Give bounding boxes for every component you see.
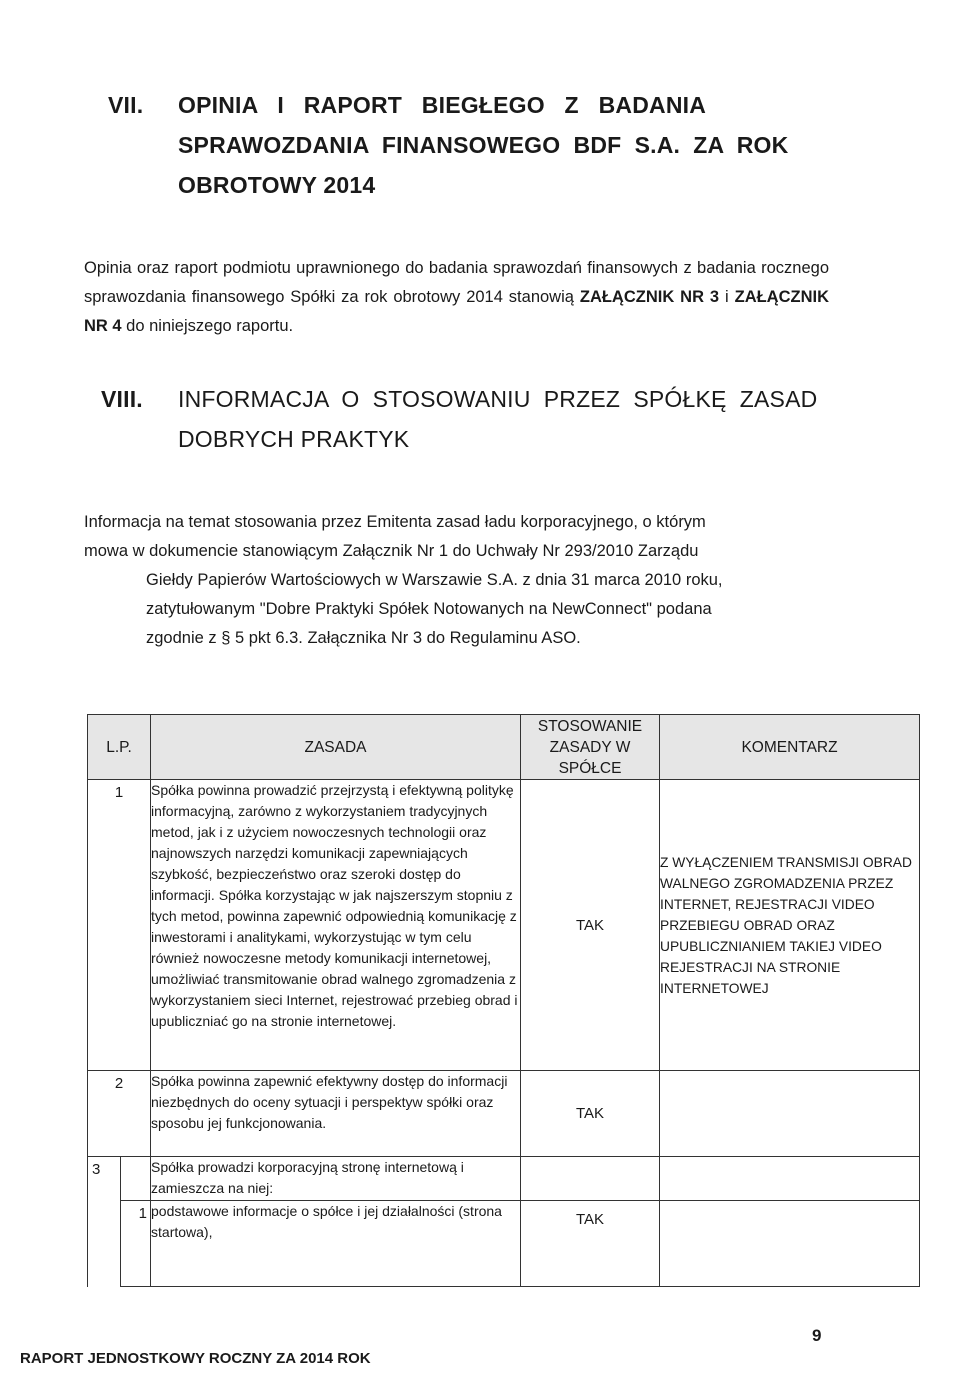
section-8-para-line-3: Giełdy Papierów Wartościowych w Warszawie S.A. z dnia 31 marca 2010 roku, (146, 571, 723, 589)
row-number: 2 (88, 1071, 151, 1157)
section-7-para-text-3: do niniejszego raportu. (121, 317, 294, 335)
attachment-4-label: ZAŁĄCZNIK NR 4 (84, 288, 830, 335)
section-7-title-line-1: OPINIA I RAPORT BIEGŁEGO Z BADANIA (178, 92, 707, 118)
section-7-paragraph (84, 254, 829, 341)
section-7-title-line-3: OBROTOWY 2014 (178, 172, 376, 198)
good-practices-table (87, 714, 920, 1287)
row-status (521, 1157, 660, 1201)
table-row (88, 1071, 920, 1157)
row-number: 1 (88, 780, 151, 1071)
header-komentarz: KOMENTARZ (660, 715, 920, 780)
row-status: TAK (521, 780, 660, 1071)
section-8-heading (101, 386, 841, 466)
row-principle: Spółka prowadzi korporacyjną stronę internetową i zamieszcza na niej: (151, 1157, 521, 1201)
row-principle: podstawowe informacje o spółce i jej działalności (strona startowa), (151, 1201, 521, 1287)
header-lp: L.P. (88, 715, 151, 780)
section-7-para-text-2: i (719, 288, 735, 306)
header-stosowanie: STOSOWANIE ZASADY W SPÓŁCE (521, 715, 660, 780)
section-7-number: VII. (108, 92, 144, 118)
section-7-para-text-1: Opinia oraz raport podmiotu uprawnionego do badania sprawozdań finansowych z badania rocznego sprawozdania finansowego Spółki za rok obrotowy 2014 stanowią (84, 259, 829, 306)
row-sub-number-empty (121, 1157, 151, 1201)
section-8-para-line-5: zgodnie z § 5 pkt 6.3. Załącznika Nr 3 do Regulaminu ASO. (146, 629, 581, 647)
section-8-number: VIII. (101, 386, 143, 412)
row-status: TAK (521, 1071, 660, 1157)
section-8-para-line-2: mowa w dokumencie stanowiącym Załącznik Nr 1 do Uchwały Nr 293/2010 Zarządu (84, 542, 699, 560)
table-row (88, 780, 920, 1071)
table-row (88, 1201, 920, 1287)
row-principle: Spółka powinna zapewnić efektywny dostęp do informacji niezbędnych do oceny sytuacji i perspektyw spółki oraz sposobu jej funkcjonowania. (151, 1071, 521, 1157)
section-8-para-line-4: zatytułowanym "Dobre Praktyki Spółek Notowanych na NewConnect" podana (146, 600, 712, 618)
section-8-title-line-1: INFORMACJA O STOSOWANIU PRZEZ SPÓŁKĘ ZASAD (178, 386, 818, 412)
header-zasada: ZASADA (151, 715, 521, 780)
table-row (88, 1157, 920, 1201)
row-comment (660, 1071, 920, 1157)
row-comment: Z WYŁĄCZENIEM TRANSMISJI OBRAD WALNEGO ZGROMADZENIA PRZEZ INTERNET, REJESTRACJI VIDEO PRZEBIEGU OBRAD ORAZ UPUBLICZNIANIEM TAKIEJ VIDEO REJESTRACJI NA STRONIE INTERNETOWEJ (660, 780, 920, 1071)
row-sub-number: 1 (121, 1201, 151, 1287)
row-status: TAK (521, 1201, 660, 1287)
section-8-paragraph (84, 508, 834, 653)
section-8-title-line-2: DOBRYCH PRAKTYK (178, 426, 410, 452)
row-comment (660, 1201, 920, 1287)
table-header-row (88, 715, 920, 780)
page-number: 9 (812, 1326, 822, 1345)
attachment-3-label: ZAŁĄCZNIK NR 3 (579, 288, 720, 306)
row-number: 3 (88, 1157, 121, 1287)
section-7-title-line-2: SPRAWOZDANIA FINANSOWEGO BDF S.A. ZA ROK (178, 132, 789, 158)
footer-report-title: RAPORT JEDNOSTKOWY ROCZNY ZA 2014 ROK (20, 1350, 371, 1367)
row-principle: Spółka powinna prowadzić przejrzystą i efektywną politykę informacyjną, zarówno z wykorzystaniem tradycyjnych metod, jak i z użyciem nowoczesnych technologii oraz najnowszych narzędzi komunikacji zapewniających szybkość, bezpieczeństwo oraz szeroki dostęp do informacji. Spółka korzystając w jak najszerszym stopniu z tych metod, powinna zapewnić odpowiednią komunikację z inwestorami i analitykami, wykorzystując w tym celu również nowoczesne metody komunikacji internetowej, umożliwiać transmitowanie obrad walnego zgromadzenia z wykorzystaniem sieci Internet, rejestrować przebieg obrad i upubliczniać go na stronie internetowej. (151, 780, 521, 1071)
section-8-para-line-1: Informacja na temat stosowania przez Emitenta zasad ładu korporacyjnego, o którym (84, 513, 706, 531)
row-comment (660, 1157, 920, 1201)
section-7-heading (108, 92, 838, 202)
